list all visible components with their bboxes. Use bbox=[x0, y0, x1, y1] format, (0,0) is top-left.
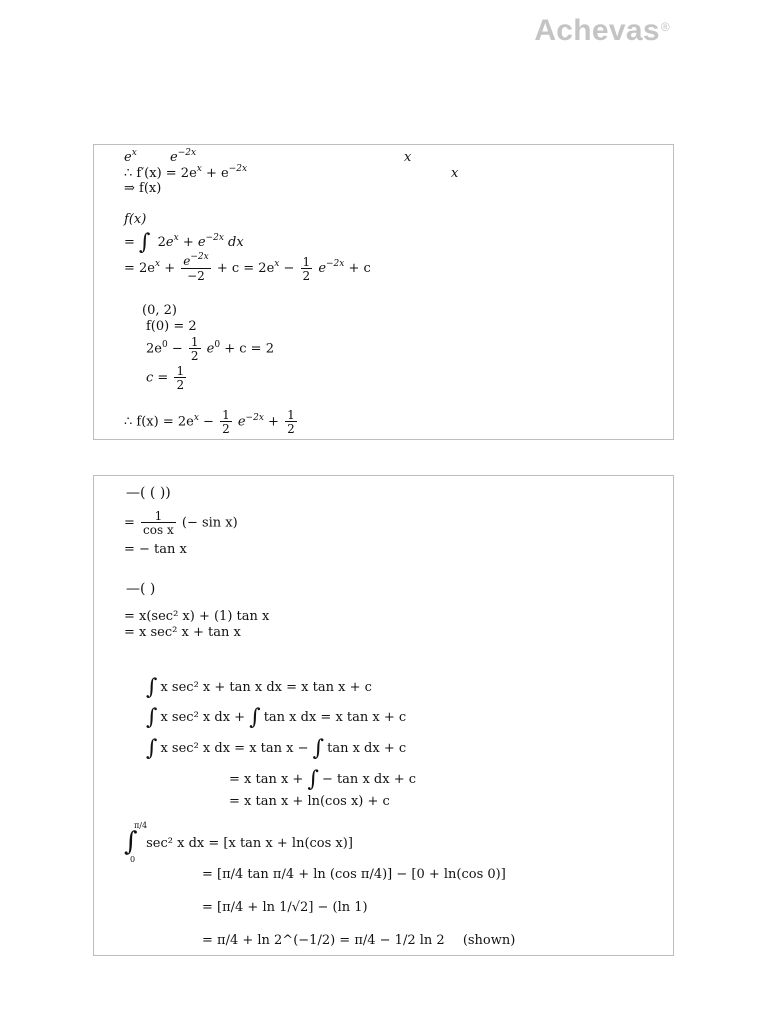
line-1: $e^x$ bbox=[124, 148, 137, 165]
achevas-logo: Achevas® bbox=[534, 14, 670, 47]
line-1-c: x bbox=[404, 150, 412, 165]
product-rule-line: = x(sec² x) + (1) tan x bbox=[124, 609, 270, 624]
derivative-ln-line: = $\frac{1}{\text{cos x}}$ (− sin x) bbox=[124, 509, 238, 537]
simplify-line: = [π/4 + ln 1/√2] − (ln 1) bbox=[202, 900, 368, 915]
fx-label: f(x) bbox=[124, 212, 147, 227]
constant-line: c = $\frac{1}{2}$ bbox=[146, 364, 185, 392]
substitution-line: $2e^0$ − $\frac{1}{2}$ $e^0 + c = 2$ bbox=[146, 335, 274, 363]
derivative-line: ∴ $f'(x) = 2e^x + e^{-2x}$ bbox=[124, 164, 248, 181]
final-answer-line: ∴ $f(x) = 2e^x$ − $\frac{1}{2}$ $e^{-2x}$ + $\frac{1}{2}$ bbox=[124, 408, 295, 436]
integrate-both-line: ∫ x sec² x + tan x dx = x tan x + c bbox=[146, 675, 372, 700]
split-integral-line: ∫ x sec² x dx + ∫ tan x dx = x tan x + c bbox=[146, 705, 407, 730]
condition-line: f(0) = 2 bbox=[146, 319, 197, 334]
solution-box-2 bbox=[93, 475, 674, 956]
rearrange-line: ∫ x sec² x dx = x tan x − ∫ tan x dx + c bbox=[146, 736, 407, 761]
integration-result: = $2e^x$ + $\frac{e^{-2x}}{-2}$ + $c = 2e^x$ − $\frac{1}{2}$ $e^{-2x} + c$ bbox=[124, 252, 371, 283]
point-label: (0, 2) bbox=[142, 303, 177, 318]
neg-tan-line: = − tan x bbox=[124, 542, 187, 557]
evaluation-line: = [π/4 tan π/4 + ln (cos π/4)] − [0 + ln(cos 0)] bbox=[202, 867, 506, 882]
heading-1: —( ( )) bbox=[126, 485, 171, 501]
heading-2: —( ) bbox=[126, 581, 156, 597]
product-simplified-line: = x sec² x + tan x bbox=[124, 625, 241, 640]
antiderivative-line: = x tan x + ln(cos x) + c bbox=[229, 794, 390, 809]
definite-integral-line: ∫ π/4 0 sec² x dx = [x tan x + ln(cos x)] bbox=[124, 821, 353, 864]
implies-line: ⇒ f(x) bbox=[124, 181, 162, 196]
integral-line: = ∫ $2e^x + e^{-2x}$ dx bbox=[124, 230, 244, 255]
line-1-b: $e^{-2x}$ bbox=[170, 148, 197, 165]
substitute-line: = x tan x + ∫ − tan x dx + c bbox=[229, 767, 416, 792]
line-2-x: x bbox=[451, 166, 459, 181]
solution-box-1 bbox=[93, 144, 674, 440]
shown-line: = π/4 + ln 2^(−1/2) = π/4 − 1/2 ln 2 (shown) bbox=[202, 933, 516, 948]
